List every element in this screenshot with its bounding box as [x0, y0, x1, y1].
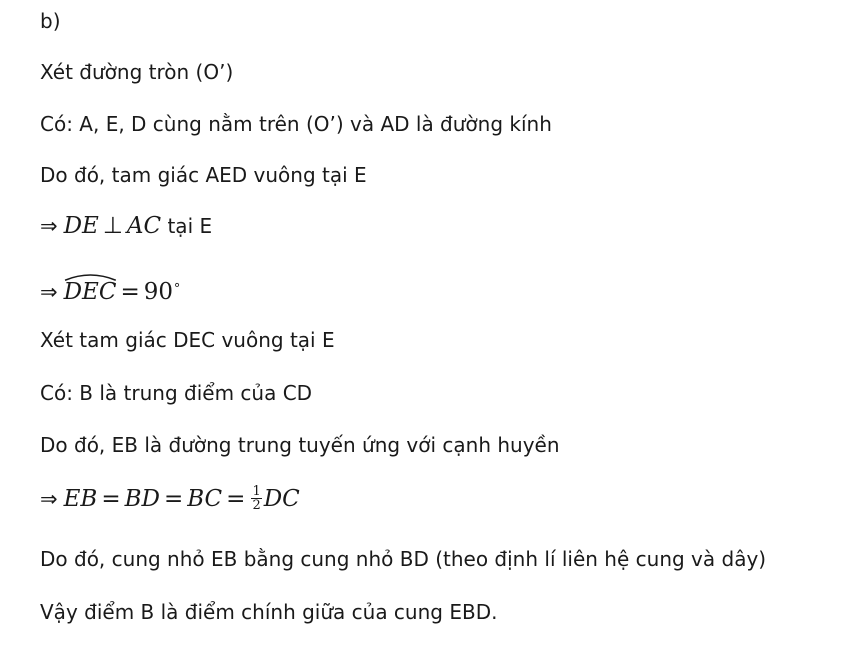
formula-median [40, 486, 300, 514]
text-line: Do đó, EB là đường trung tuyến ứng với cạnh huyền [40, 433, 560, 457]
text-line: Do đó, cung nhỏ EB bằng cung nhỏ BD (theo định lí liên hệ cung và dây) [40, 547, 767, 571]
angle-arc [64, 279, 117, 305]
math-term: DC [263, 486, 300, 512]
fraction-denominator: 2 [252, 498, 261, 513]
part-label: b) [40, 9, 61, 33]
text-line: Do đó, tam giác AED vuông tại E [40, 163, 367, 187]
fraction [251, 485, 261, 512]
perpendicular-symbol: ⊥ [102, 213, 123, 239]
text-suffix: tại E [161, 214, 213, 238]
equals-symbol: = [163, 486, 184, 512]
formula-angle [40, 273, 181, 305]
implies-symbol: ⇒ [40, 280, 58, 304]
math-term: AC [126, 213, 162, 239]
equals-symbol: = [101, 486, 121, 512]
implies-symbol: ⇒ [40, 487, 58, 511]
arc-mark [64, 273, 117, 281]
math-term: BD [124, 486, 160, 512]
degree-symbol: ∘ [173, 278, 182, 293]
text-line: Xét tam giác DEC vuông tại E [40, 328, 335, 352]
math-term: BC [187, 486, 223, 512]
text-line: Có: B là trung điểm của CD [40, 381, 313, 405]
equals-symbol: = [226, 486, 246, 512]
conclusion-line: Vậy điểm B là điểm chính giữa của cung EBD. [40, 600, 498, 624]
implies-symbol: ⇒ [40, 214, 58, 238]
equals-symbol: = [120, 279, 140, 305]
math-term: DE [63, 213, 99, 239]
math-term: EB [63, 486, 98, 512]
text-line: Có: A, E, D cùng nằm trên (O’) và AD là đường kính [40, 112, 552, 136]
formula-perpendicular [40, 213, 212, 239]
text-line: Xét đường tròn (O’) [40, 60, 234, 84]
angle-name: DEC [63, 279, 117, 305]
angle-value: 90 [143, 279, 173, 305]
fraction-numerator: 1 [252, 484, 261, 499]
